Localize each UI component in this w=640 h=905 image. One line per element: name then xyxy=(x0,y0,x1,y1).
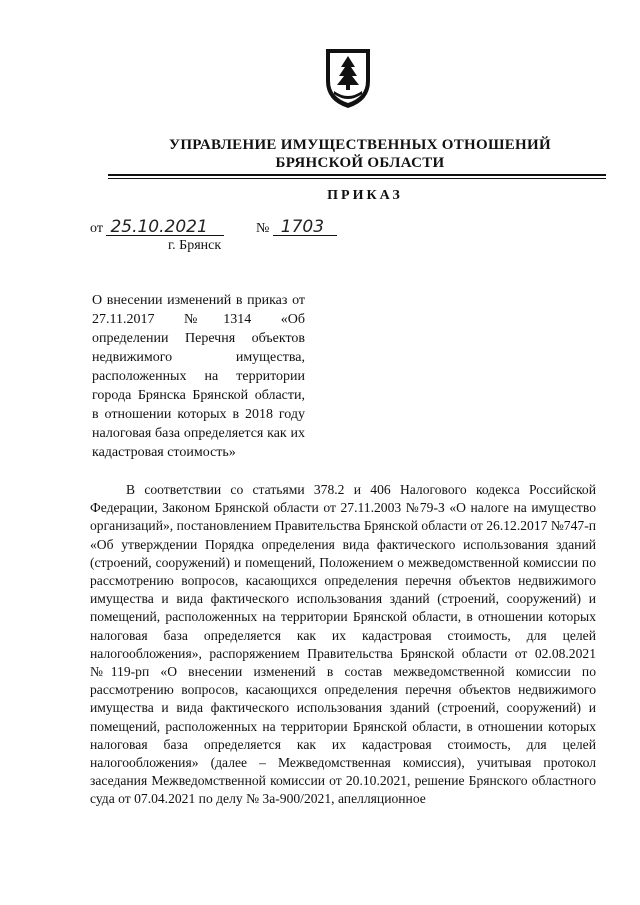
order-subject: О внесении изменений в приказ от 27.11.2017 №1314 «Об определении Перечня объектов недвижимого имущества, расположенных на территории города Брянска Брянской области, в отношении которых в 2018 году налоговая база определяется как их кадастровая стоимость» xyxy=(92,293,305,460)
number-label: № xyxy=(255,221,270,236)
organization-title-line-1: УПРАВЛЕНИЕ ИМУЩЕСТВЕННЫХ ОТНОШЕНИЙ xyxy=(169,137,551,153)
coat-of-arms-icon xyxy=(322,45,374,111)
order-details xyxy=(90,217,337,237)
issue-city: г. Брянск xyxy=(168,238,222,253)
organization-title xyxy=(100,136,620,172)
header-divider xyxy=(108,174,606,176)
order-body-paragraph: В соответствии со статьями 378.2 и 406 Налогового кодекса Российской Федерации, Законом Брянской области от 27.11.2003 №79-З «О налоге на имущество организаций», постановлением Правительства Брянской области от 26.12.2017 №747-п «Об утверждении Порядка определения вида фактического использования зданий (строений, сооружений) и помещений, Положением о межведомственной комиссии по рассмотрению вопросов, касающихся определения перечня объектов недвижимого имущества и вида фактического использования зданий (строений, сооружений) и помещений, расположенных на территории Брянской области, в отношении которых налоговая база определяется как их кадастровая стоимость, для целей налогообложения», распоряжением Правительства Брянской области от 02.08.2021 №119-рп «О внесении изменений в состав межведомственной комиссии по рассмотрению вопросов, касающихся определения перечня объектов недвижимого имущества и вида фактического использования зданий (строений, сооружений) и помещений, расположенных на территории Брянской области, в отношении которых налоговая база определяется как их кадастровая стоимость, для целей налогообложения» (далее – Межведомственная комиссия), учитывая протокол заседания Межведомственной комиссии от 20.10.2021, решение Брянского областного суда от 07.04.2021 по делу № 3а-900/2021, апелляционное xyxy=(90,482,596,807)
order-number: 1703 xyxy=(273,220,337,236)
document-type: ПРИКАЗ xyxy=(327,188,403,203)
header-divider-thin xyxy=(108,178,606,179)
organization-title-line-2: БРЯНСКОЙ ОБЛАСТИ xyxy=(275,155,445,171)
date-prefix: от xyxy=(90,221,103,236)
order-date: 25.10.2021 xyxy=(106,220,224,236)
